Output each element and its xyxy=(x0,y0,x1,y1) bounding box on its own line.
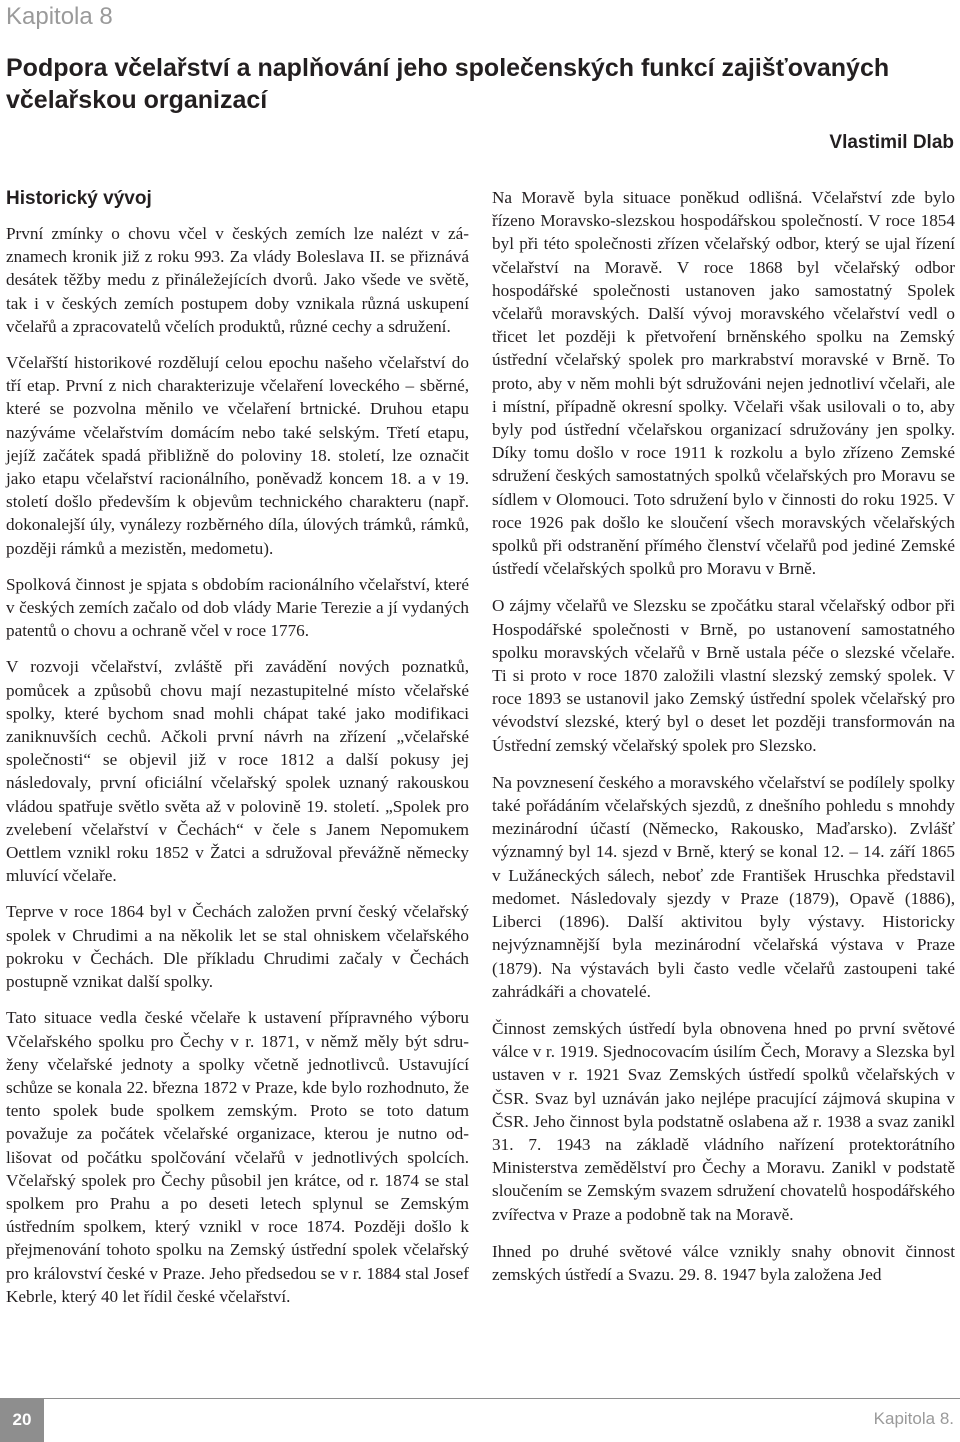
page-footer xyxy=(0,1398,960,1442)
paragraph: Ihned po druhé světové válce vznikly snahy obnovit činnost zemských ústředí a Svazu. 29. 8. 1947 byla založena Jed xyxy=(492,1241,955,1284)
section-heading: Historický vývoj xyxy=(6,188,152,209)
footer-chapter-label: Kapitola 8. xyxy=(873,1409,954,1428)
footer-divider xyxy=(44,1398,960,1399)
paragraph: Činnost zemských ústředí byla obnovena hned po první světové válce v r. 1919. Sjednocovacím úsilím Čech, Moravy a Slezska byl ustaven v r. 1921 Svaz Zemských ústředí spolků včelařských v ČSR. Svaz byl uznáván jako nejlépe pracující zájmová skupina v ČSR. Jeho činnost byla podstatně oslabena až r. 1938 a svaz zanikl 31. 7. 1943 na základě vládního nařízení protektorátního Ministerstva zemědělství pro Čechy a Moravu. Zanikl v podstatě sloučením se Zemským svazem sdružení chovatelů hospodářského zvířectva v Praze a podobně tak na Moravě. xyxy=(492,1018,955,1224)
paragraph: První zmínky o chovu včel v českých zemích lze nalézt v záznamech kronik již z roku 993. Za vlády Boleslava II. se přiznává desátek těžby medu z přináležejících dvorů. Jako všede ve světě, tak i v českých zemích postupem doby vznikala různá uskupení včelařů a zpracovatelů včelích produktů, různé cechy a sdružení. xyxy=(6,224,469,336)
paragraph: Včelařští historikové rozdělují celou epochu našeho včelařství do tří etap. První z nich charakterizuje včelaření loveckého – sběrné, které se pozvolna měnilo ve včelaření brtnické. Druhou etapu nazýváme včelařstvím domácím nebo také selským. Třetí etapu, jejíž začátek spadá přibližně do poloviny 18. století, lze označit jako etapu včelařství racionálního, poněvadž koncem 18. a v 19. století došlo především k objevům technického charakteru (např. dokonalejší úly, vynálezy rozběrného díla, úlových trámků, rámků, později rámků a mezistěn, medometu). xyxy=(6,353,469,558)
paragraph: Tato situace vedla české včelaře k ustavení přípravného výboru Včelařského spolku pro Čechy v r. 1871, v němž měly být sdruženy včelařské jednoty a spolky včetně jednotlivců. Ustavující schůze se konala 22. března 1872 v Praze, kde bylo rozhodnuto, že tento spolek bude spolkem zemským. Proto se toto datum považuje za počátek včelařské organizace, kterou je nutno odlišovat od počátku spolčování včelařů v jednotlivých spolcích. Včelařský spolek pro Čechy působil jen krátce, od r. 1874 se stal spolkem pro Prahu a po deseti letech splynul se Zemským ústředním spolkem, který vznikl v roce 1874. Později došlo k přejmenování tohoto spolku na Zemský ústřední spolek včelařský pro království české v Praze. Jeho předsedou se v r. 1884 stal Josef Kebrle, který 40 let řídil české včelařství. xyxy=(6,1008,469,1306)
page-number: 20 xyxy=(0,1398,44,1442)
article-title: Podpora včelařství a naplňování jeho společenských funkcí zajišťovaných včelařskou organizací xyxy=(6,54,890,114)
paragraph: Na povznesení českého a moravského včelařství se podílely spolky také pořádáním včelařských sjezdů, z dnešního pohledu s mnohdy mezinárodní účastí (Německo, Rakousko, Maďarsko). Zvlášť významný byl 14. sjezd v Brně, který se konal 12. – 14. září 1865 v Lužáneckých sálech, neboť zde František Hruschka představil medomet. Následovaly sjezdy v Praze (1879), Opavě (1886), Liberci (1896). Další aktivitou byly výstavy. Historicky nejvýznamnější byla mezinárodní včelařská výstava v Praze (1879). Na výstavách byli často vedle včelařů zastoupeni také zahrádkáři a chovatelé. xyxy=(492,772,955,1001)
left-column xyxy=(6,186,469,1321)
paragraph: Na Moravě byla situace poněkud odlišná. Včelařství zde bylo řízeno Moravsko-slezskou hospodářskou společností. V roce 1854 byl při této společnosti zřízen včelařský odbor, který se ujal řízení včelařství na Moravě. V roce 1868 byl včelařský odbor hospodářské společnosti ustanoven jako samostatný Spolek včelařů moravských. Další vývoj moravského včelařství vedl o třicet let později k přetvoření brněnského spolku na Zemský ústřední včelařský spolek pro markrabství moravské v Brně. To proto, aby v něm mohli být sdružováni nejen jednotliví včelaři, ale i místní, případně okresní spolky. Včelaři však usilovali o to, aby byly pod ústřední včelařskou organizací sdružovány jen spolky. Díky tomu došlo v roce 1911 k rozkolu a bylo zřízeno Zemské sdružení českých samostatných spolků včelařských pro Moravu se sídlem v Olomouci. Toto sdružení bylo v činnosti do roku 1925. V roce 1926 pak došlo ke sloučení všech moravských včelařských spolků při odstranění přímého členství včelařů pod jediné Zemské ústředí včelařských spolků pro Moravu v Brně. xyxy=(492,188,955,579)
paragraph: O zájmy včelařů ve Slezsku se zpočátku staral včelařský odbor při Hospodářské společnosti v Brně, po ustanovení samostatného spolku moravských včelařů v Brně ustala péče o slezské včelaře. Ti si proto v roce 1870 založili vlastní slezský zemský spolek. V roce 1893 se ustanovil jako Zemský ústřední spolek včelařský pro vévodství slezské, který byl o deset let později transformován na Ústřední zemský včelařský spolek pro Slezsko. xyxy=(492,596,955,755)
chapter-header xyxy=(0,0,960,34)
right-column xyxy=(492,186,955,1300)
paragraph: Spolková činnost je spjata s obdobím racionálního včelařství, které v českých zemích začalo od dob vlády Marie Terezie a jí vydaných patentů o chovu a ochraně včel v roce 1776. xyxy=(6,574,469,641)
paragraph: Teprve v roce 1864 byl v Čechách založen první český včelařský spolek v Chrudimi a na několik let se stal ohniskem včelařského pokroku v Čechách. Dle příkladu Chrudimi začaly v Čechách postupně vznikat další spolky. xyxy=(6,902,469,992)
chapter-label: Kapitola 8 xyxy=(6,3,113,30)
author-name: Vlastimil Dlab xyxy=(829,132,954,153)
paragraph: V rozvoji včelařství, zvláště při zavádění nových poznatků, pomůcek a způsobů chovu mají nezastupitelné místo včelařské spolky, které bychom snad mohli chápat také jako modifikaci zaniknuvších cechů. Ačkoli první návrh na zřízení „včelařské společnosti“ se objevil již v roce 1812 a další pokusy jej následovaly, první oficiální včelařský spolek uznaný rakouskou vládou spatřuje světlo světa až v polovině 19. století. „Spolek pro zvelebení včelařství v Čechách“ v čele s Janem Nepomukem Oettlem vznikl roku 1852 v Žatci a sdružoval převážně německy mluvící včelaře. xyxy=(6,657,469,886)
